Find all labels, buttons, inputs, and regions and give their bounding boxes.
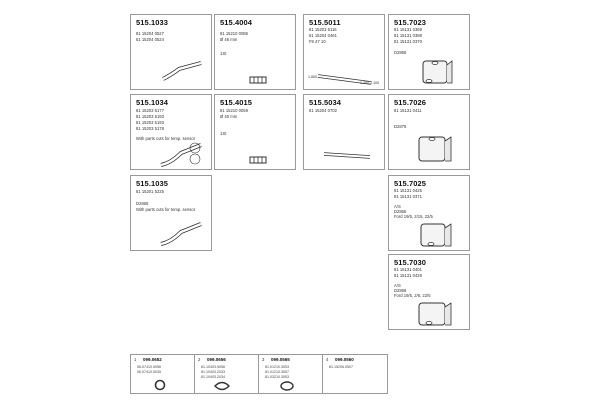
ref-line: 81 15131 0370 <box>394 39 422 44</box>
ref-line: 81 15203 5177 <box>136 108 164 113</box>
part-number: 515.1034 <box>136 98 169 107</box>
ref-line: 1St <box>220 131 227 136</box>
ref-line: 81 15203 5193 <box>136 120 164 125</box>
ref-line: 06.07410.5035 <box>137 370 161 374</box>
dimension-label: 1.800 <box>308 75 317 79</box>
part-number: 515.5011 <box>309 18 341 27</box>
ref-line: D2865 <box>136 201 149 206</box>
ref-line: A/S <box>394 204 401 209</box>
gasket-ring-icon <box>279 380 295 392</box>
ref-line: 81 15203 5193 <box>136 114 164 119</box>
muffler-drawing <box>421 57 455 87</box>
accessory-cell[interactable] <box>195 355 259 393</box>
note: With parts cuts for temp. sensor <box>136 207 196 212</box>
accessories-strip <box>130 354 388 394</box>
part-number: 515.1033 <box>136 18 169 27</box>
ref-line: Ø 46 mm <box>220 37 238 42</box>
ref-line: 81.10403.2034 <box>201 375 225 379</box>
item-number: 1 <box>134 357 137 362</box>
part-number: 515.4015 <box>220 98 253 107</box>
part-number: 099.0565 <box>271 357 290 362</box>
ref-line: 81 15131 0388 <box>394 33 422 38</box>
bent-pipe-drawing <box>161 59 206 83</box>
ref-line: 81 15204 0461 <box>309 33 337 38</box>
ref-line: Ford 19/5, 2/15, 22/5 <box>394 214 433 219</box>
part-number: 099.0656 <box>207 357 226 362</box>
part-card-515-7026[interactable] <box>388 94 470 170</box>
ref-line: 81.15206.0507 <box>329 365 353 369</box>
part-number: 515.7025 <box>394 179 427 188</box>
ref-line: D2866 <box>394 288 407 293</box>
part-card-515-5011[interactable] <box>303 14 385 90</box>
ref-line: 81 15204 0524 <box>136 37 164 42</box>
part-number: 099.0652 <box>143 357 162 362</box>
item-number: 3 <box>262 357 265 362</box>
ref-line: D2866 <box>394 50 407 55</box>
ref-line: 81 15203 5178 <box>136 126 164 131</box>
ref-line: 81 15210 0059 <box>220 108 248 113</box>
straight-pipe-drawing <box>322 151 374 163</box>
ref-line: 81 15131 0426 <box>394 273 422 278</box>
ref-line: 81 15131 0371 <box>394 194 422 199</box>
part-number: 515.7026 <box>394 98 427 107</box>
part-number: 515.7023 <box>394 18 427 27</box>
part-card-515-7023[interactable] <box>388 14 470 90</box>
ref-line: Ø 40 mm <box>220 114 238 119</box>
ref-line: 06.07410.5056 <box>137 365 161 369</box>
ref-line: 81 15201 5225 <box>136 189 164 194</box>
ref-line: 81.10403.2033 <box>201 370 225 374</box>
ref-line: 81.01210.3057 <box>265 370 289 374</box>
part-card-515-1035[interactable] <box>130 175 212 251</box>
gasket-icon <box>153 379 167 391</box>
clamp-drawing <box>249 75 269 85</box>
part-card-515-5034[interactable] <box>303 94 385 170</box>
ref-line: 81.01210.3053 <box>265 365 289 369</box>
part-number: 515.7030 <box>394 258 427 267</box>
ref-line: 81.03210.3053 <box>265 375 289 379</box>
muffler-drawing <box>417 299 455 329</box>
clamp-drawing <box>249 155 269 165</box>
bent-pipe-drawing <box>157 220 207 248</box>
ref-line: 81 15203 5116 <box>309 27 337 32</box>
ref-line: 81 15210 0086 <box>220 31 248 36</box>
ref-line: A/S <box>394 283 401 288</box>
ref-line: D2866 <box>394 209 407 214</box>
part-number: 515.5034 <box>309 98 342 107</box>
part-number: 515.4004 <box>220 18 253 27</box>
ref-line: 81 15131 0369 <box>394 27 422 32</box>
part-number: 099.0560 <box>335 357 354 362</box>
ref-line: 81 15131 0425 <box>394 188 422 193</box>
ref-line: D2876 <box>394 124 407 129</box>
muffler-drawing <box>419 220 455 250</box>
item-number: 2 <box>198 357 201 362</box>
part-card-515-7025[interactable] <box>388 175 470 251</box>
muffler-drawing <box>417 131 455 165</box>
part-card-515-7030[interactable] <box>388 254 470 330</box>
ref-line: F8 47 10 <box>309 39 326 44</box>
accessory-cell[interactable] <box>323 355 387 393</box>
ref-line: 81 15204 0527 <box>136 31 164 36</box>
ref-line: 1St <box>220 51 227 56</box>
accessory-cell[interactable] <box>259 355 323 393</box>
part-card-515-1033[interactable] <box>130 14 212 90</box>
item-number: 4 <box>326 357 329 362</box>
bent-pipe-drawing <box>157 141 207 169</box>
dimension-label: 1.300-2.100 <box>360 81 380 85</box>
clamp-icon <box>213 381 231 391</box>
ref-line: 81 15131 0411 <box>394 108 422 113</box>
ref-line: 81 15131 0401 <box>394 267 422 272</box>
part-card-515-4004[interactable] <box>214 14 296 90</box>
ref-line: 81.10403.5056 <box>201 365 225 369</box>
part-card-515-1034[interactable] <box>130 94 212 170</box>
ref-line: 81 15204 0702 <box>309 108 337 113</box>
accessory-cell[interactable] <box>131 355 195 393</box>
part-card-515-4015[interactable] <box>214 94 296 170</box>
ref-line: Ford 19/5, 2/6, 22/5 <box>394 293 431 298</box>
part-number: 515.1035 <box>136 179 169 188</box>
note: With parts cuts for temp. sensor <box>136 136 196 141</box>
